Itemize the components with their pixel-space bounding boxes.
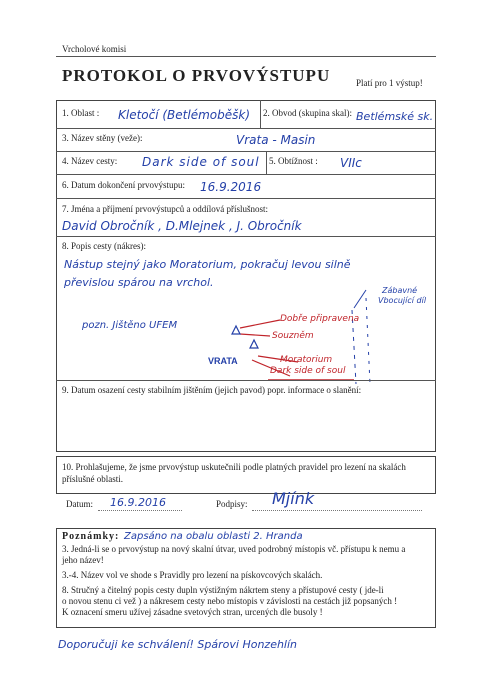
signatures-label: Podpisy: [216,499,248,509]
declaration-text-2: příslušné oblasti. [62,474,123,484]
note-8a: 8. Stručný a čitelný popis cesty dupln výstižným nákrtem steny a přístupové cesty ( jde-li [62,585,384,595]
notes-title: Poznámky: [62,531,120,542]
note-34: 3.-4. Název vol ve shode s Pravidly pro lezení na pískovcových skalách. [62,570,323,580]
f2-label: 2. Obvod (skupina skal): [263,108,352,118]
declaration-text-1: 10. Prohlašujeme, že jsme prvovýstup uskutečnili podle platných pravidel pro lezení na skalách [62,462,406,472]
signature: Mjínk [272,489,315,508]
f3-label: 3. Název stěny (veže): [62,133,143,143]
f6-value: 16.9.2016 [200,180,262,194]
label-moratorium: Moratorium [280,355,333,365]
f3-value: Vrata - Masin [236,133,316,147]
date-value: 16.9.2016 [110,496,166,509]
page-title: PROTOKOL O PRVOVÝSTUPU [62,66,331,85]
note-3a: 3. Jedná-li se o prvovýstup na nový skalní útvar, uved podrobný místopis vč. přístupu k nemu a [62,544,406,554]
f8-line1: Nástup stejný jako Moratorium, pokračuj levou silně [64,258,351,271]
notes-handwritten: Zapsáno na obalu oblasti 2. Hranda [124,531,303,542]
label-vrata: VRATA [208,356,238,366]
note-3b: jeho název! [62,555,104,565]
f7-value: David Obročník , D.Mlejnek , J. Obročník [62,219,302,233]
arrow-souzne [240,334,270,336]
f7-label: 7. Jména a příjmení prvovýstupců a oddílová příslušnost: [62,204,268,214]
label-souzne: Souzněm [272,331,314,341]
f1-value: Kletočí (Betlémoběšk) [118,108,251,122]
label-vbocujici: Vbocující díl [378,296,427,305]
divider [56,56,436,57]
f1-label: 1. Oblast : [62,108,100,118]
f6-label: 6. Datum dokončení prvovýstupu: [62,180,185,190]
f8-label: 8. Popis cesty (nákres): [62,241,146,251]
note-8b: o novou stenu ci vež ) a nákresem cesty nebo místopis v závislosti na cestách již popsaných ! [62,596,398,606]
f9-label: 9. Datum osazení cesty stabilním jištěním (jejich pavod) popr. informace o slanění: [62,385,362,395]
f5-label: 5. Obtížnost : [269,156,318,166]
note-8c: K oznacení smeru užívej zásadne svetových stran, urcených dle busoly ! [62,607,323,617]
f4-label: 4. Název cesty: [62,156,118,166]
f2-value: Betlémské sk. [356,110,434,123]
label-dobre: Dobře připravena [280,314,360,324]
arrow-dobre [240,320,280,328]
org-name: Vrcholové komisi [62,44,127,54]
label-dark-side: Dark side of soul [270,366,346,376]
triangle-icon [232,326,240,334]
f4-value: Dark side of soul [142,155,260,169]
date-label: Datum: [66,499,93,509]
triangle-icon-2 [250,340,258,348]
f5-value: VIIc [340,156,362,170]
f8-line2: převislou spárou na vrchol. [64,276,214,289]
validity-note: Platí pro 1 výstup! [356,78,423,88]
footer-recommendation: Doporučuji ke schválení! Spárovi Honzehlín [58,638,298,651]
label-zabavne: Zábavné [382,286,418,295]
f8-line3: pozn. Jištěno UFEM [82,320,178,331]
